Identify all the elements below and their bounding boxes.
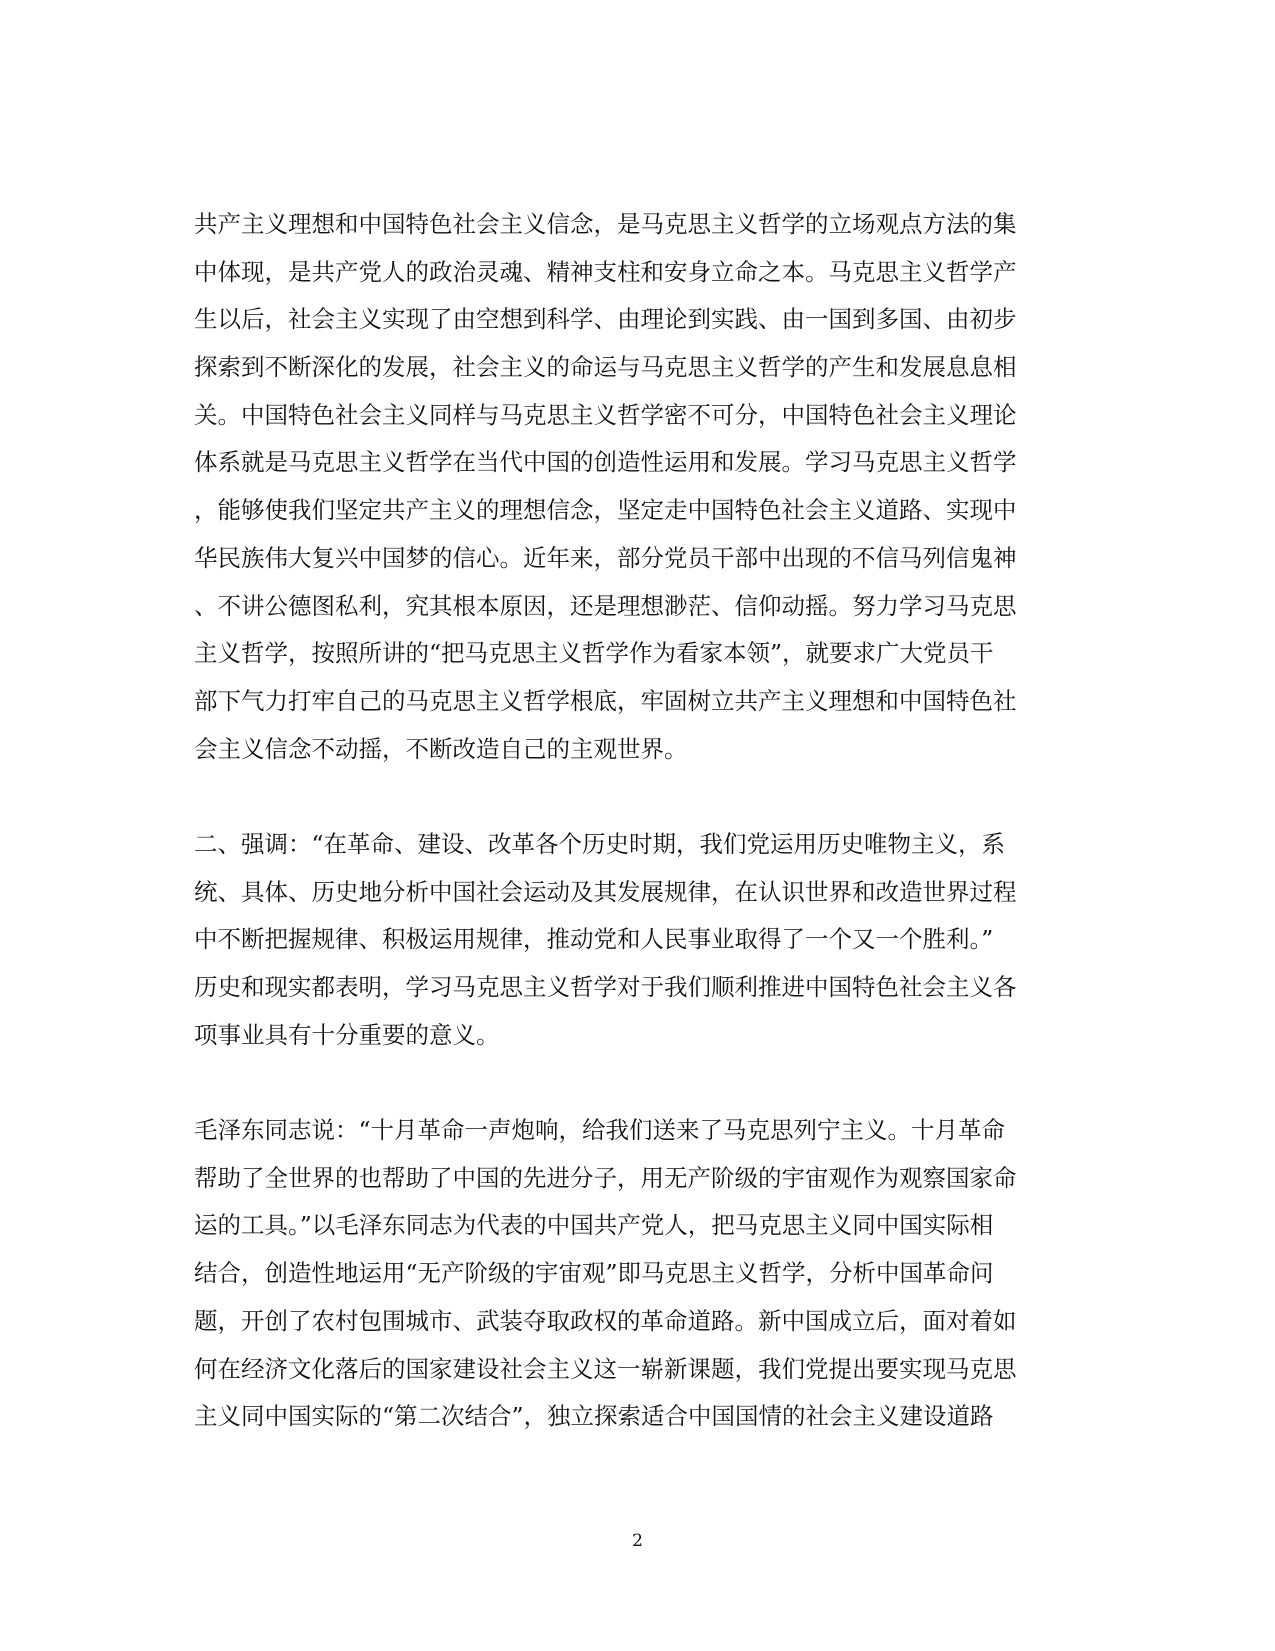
text-line: 结合，创造性地运用“无产阶级的宇宙观”即马克思主义哲学，分析中国革命问 bbox=[194, 1259, 994, 1288]
paragraph-3 bbox=[194, 1107, 1074, 1441]
paragraph-gap bbox=[194, 773, 1074, 821]
body-text bbox=[194, 201, 1074, 1441]
paragraph-gap bbox=[194, 1059, 1074, 1107]
text-line: 主义哲学，按照所讲的“把马克思主义哲学作为看家本领”，就要求广大党员干 bbox=[194, 639, 994, 668]
text-line: 统、具体、历史地分析中国社会运动及其发展规律，在认识世界和改造世界过程 bbox=[194, 877, 1017, 906]
text-line: 帮助了全世界的也帮助了中国的先进分子，用无产阶级的宇宙观作为观察国家命 bbox=[194, 1163, 1017, 1192]
text-line: 部下气力打牢自己的马克思主义哲学根底，牢固树立共产主义理想和中国特色社 bbox=[194, 686, 1017, 715]
text-line: 关。中国特色社会主义同样与马克思主义哲学密不可分，中国特色社会主义理论 bbox=[194, 400, 1017, 429]
text-line: 二、强调：“在革命、建设、改革各个历史时期，我们党运用历史唯物主义，系 bbox=[194, 829, 1006, 858]
text-line: 毛泽东同志说：“十月革命一声炮响，给我们送来了马克思列宁主义。十月革命 bbox=[194, 1116, 1006, 1145]
text-line: 探索到不断深化的发展，社会主义的命运与马克思主义哲学的产生和发展息息相 bbox=[194, 353, 1017, 382]
text-line: 运的工具。”以毛泽东同志为代表的中国共产党人，把马克思主义同中国实际相 bbox=[194, 1211, 994, 1240]
text-line: 会主义信念不动摇，不断改造自己的主观世界。 bbox=[194, 734, 688, 763]
text-line: 题，开创了农村包围城市、武装夺取政权的革命道路。新中国成立后，面对着如 bbox=[194, 1306, 1017, 1335]
text-line: 历史和现实都表明，学习马克思主义哲学对于我们顺利推进中国特色社会主义各 bbox=[194, 973, 1017, 1001]
text-line: 生以后，社会主义实现了由空想到科学、由理论到实践、由一国到多国、由初步 bbox=[194, 305, 1017, 334]
text-line: 中体现，是共产党人的政治灵魂、精神支柱和安身立命之本。马克思主义哲学产 bbox=[194, 257, 1017, 286]
text-line: 体系就是马克思主义哲学在当代中国的创造性运用和发展。学习马克思主义哲学 bbox=[194, 448, 1017, 477]
text-line: 何在经济文化落后的国家建设社会主义这一崭新课题，我们党提出要实现马克思 bbox=[194, 1354, 1017, 1383]
text-line: 主义同中国实际的“第二次结合”，独立探索适合中国国情的社会主义建设道路 bbox=[194, 1402, 994, 1431]
paragraph-2 bbox=[194, 821, 1074, 1059]
page-number: 2 bbox=[632, 1531, 643, 1551]
text-line: 华民族伟大复兴中国梦的信心。近年来，部分党员干部中出现的不信马列信鬼神 bbox=[194, 543, 1017, 572]
text-line: 中不断把握规律、积极运用规律，推动党和人民事业取得了一个又一个胜利。” bbox=[194, 925, 994, 954]
text-line: ，能够使我们坚定共产主义的理想信念，坚定走中国特色社会主义道路、实现中 bbox=[194, 496, 1017, 525]
text-line: 项事业具有十分重要的意义。 bbox=[194, 1020, 500, 1049]
text-line: 共产主义理想和中国特色社会主义信念，是马克思主义哲学的立场观点方法的集 bbox=[194, 210, 1017, 238]
paragraph-1 bbox=[194, 201, 1074, 773]
text-line: 、不讲公德图私利，究其根本原因，还是理想渺茫、信仰动摇。努力学习马克思 bbox=[194, 591, 1017, 620]
